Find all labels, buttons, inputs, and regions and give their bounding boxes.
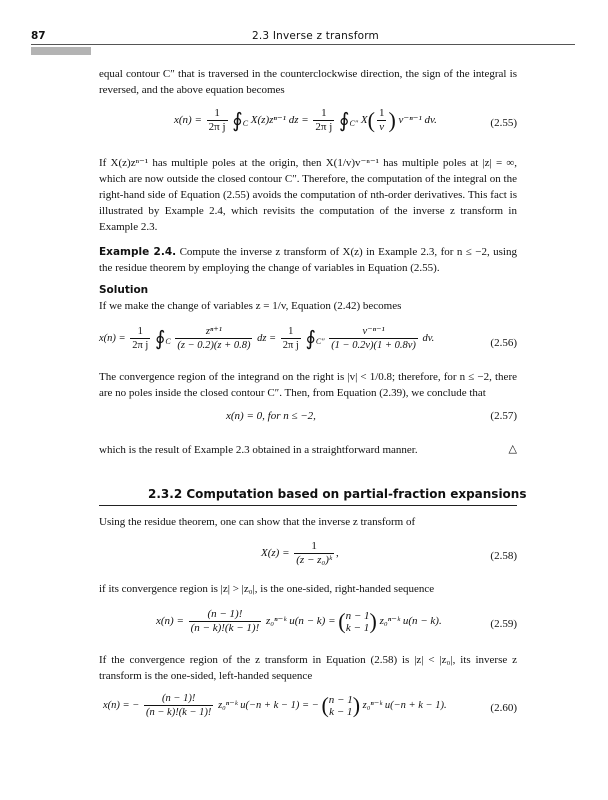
equation-2-60: x(n) = − $\frac{(n - 1)!}{(n - k)!(k - 1)!}$ z₀ⁿ⁻ᵏ u(−n + k − 1) = − ( n − 1 k − 1 ) z₀ⁿ⁻ᵏ u(−n + k − 1). (2.60) [103, 692, 517, 718]
solution-text: If we make the change of variables z = 1/v, Equation (2.42) becomes [99, 300, 402, 312]
page-number: 87 [31, 30, 46, 42]
paragraph-7: If the convergence region of the z transform in Equation (2.58) is |z| < |z₀|, its inverse z transform is the one-sided, left-handed sequence [99, 654, 517, 682]
solution [99, 282, 517, 314]
paragraph-4: which is the result of Example 2.3 obtained in a straightforward manner. [99, 444, 418, 456]
section-heading-rule [99, 505, 517, 506]
paragraph-2: If X(z)zⁿ⁻¹ has multiple poles at the origin, then X(1/v)v⁻ⁿ⁻¹ has multiple poles at |z| = ∞, which are now outside the closed contour C″. Therefore, the computation of the integral on the right-hand side of Equation (2.55) avoids the computation of nth-order derivatives. This fact is illustrated by Example 2.4, which revisits the computation of the inverse z transform in Example 2.3. [99, 157, 517, 233]
solution-label: Solution [99, 284, 149, 296]
equation-2-56: x(n) = $\frac{1}{\text{2π j}}$ $∮_C$ $\frac{\text{zⁿ⁺¹}}{(z - 0.2)(z + 0.8)}$ dz = $\frac{1}{\text{2π j}}$ $∮_{C''}$ $\frac{\text{v⁻ⁿ⁻¹}}{(1 - 0.2v)(1 + 0.8v)}$ dv. (2.56) [99, 326, 517, 351]
example-text: Compute the inverse z transform of X(z) in Example 2.3, for n ≤ −2, using the residue theorem by employing the change of variables in Equation (2.55). [99, 246, 517, 274]
eq259-number: (2.59) [490, 618, 517, 630]
eq257-text: x(n) = 0, for n ≤ −2, [226, 410, 316, 422]
eq255-number: (2.55) [490, 117, 517, 129]
eq260-number: (2.60) [490, 702, 517, 714]
paragraph-6: if its convergence region is |z| > |z₀|, is the one-sided, right-handed sequence [99, 583, 435, 595]
eq258-number: (2.58) [490, 550, 517, 562]
paragraph-5: Using the residue theorem, one can show that the inverse z transform of [99, 516, 416, 528]
equation-2-57 [99, 410, 517, 428]
section-header: 2.3 Inverse z transform [252, 30, 379, 42]
header-rule [31, 44, 575, 45]
eq257-number: (2.57) [490, 410, 517, 422]
paragraph-1: equal contour C″ that is traversed in the counterclockwise direction, the sign of the integral is reversed, and the above equation becomes [99, 68, 517, 96]
end-of-example-mark: △ [508, 443, 517, 455]
eq255-lhs: x(n) = [174, 114, 202, 127]
eq256-number: (2.56) [490, 337, 517, 349]
example-2-4 [99, 244, 517, 276]
section-heading: 2.3.2 Computation based on partial-fraction expansions [148, 487, 527, 501]
example-label: Example 2.4. [99, 246, 177, 258]
equation-2-55: x(n) = $\frac{1}{\text{2π j}}$ $∮_C$ X(z)zⁿ⁻¹ dz = $\frac{1}{\text{2π j}}$ $∮_{C''}$ X( $\frac{1}{v}$ ) v⁻ⁿ⁻¹ dv. (2.55) [174, 107, 517, 133]
equation-2-58: X(z) = $\frac{1}{\text{(z − z₀)ᵏ}}$ , (2.58) [261, 540, 517, 566]
paragraph-3: The convergence region of the integrand on the right is |v| < 1/0.8; therefore, for n ≤ −2, there are no poles inside the closed contour C″. Then, from Equation (2.39), we conclude that [99, 371, 517, 399]
header-tab-bar [31, 47, 91, 55]
equation-2-59: x(n) = $\frac{(n - 1)!}{(n - k)!(k - 1)!}$ z₀ⁿ⁻ᵏ u(n − k) = ( n − 1 k − 1 ) z₀ⁿ⁻ᵏ u(n − k). (2.59) [156, 608, 517, 634]
